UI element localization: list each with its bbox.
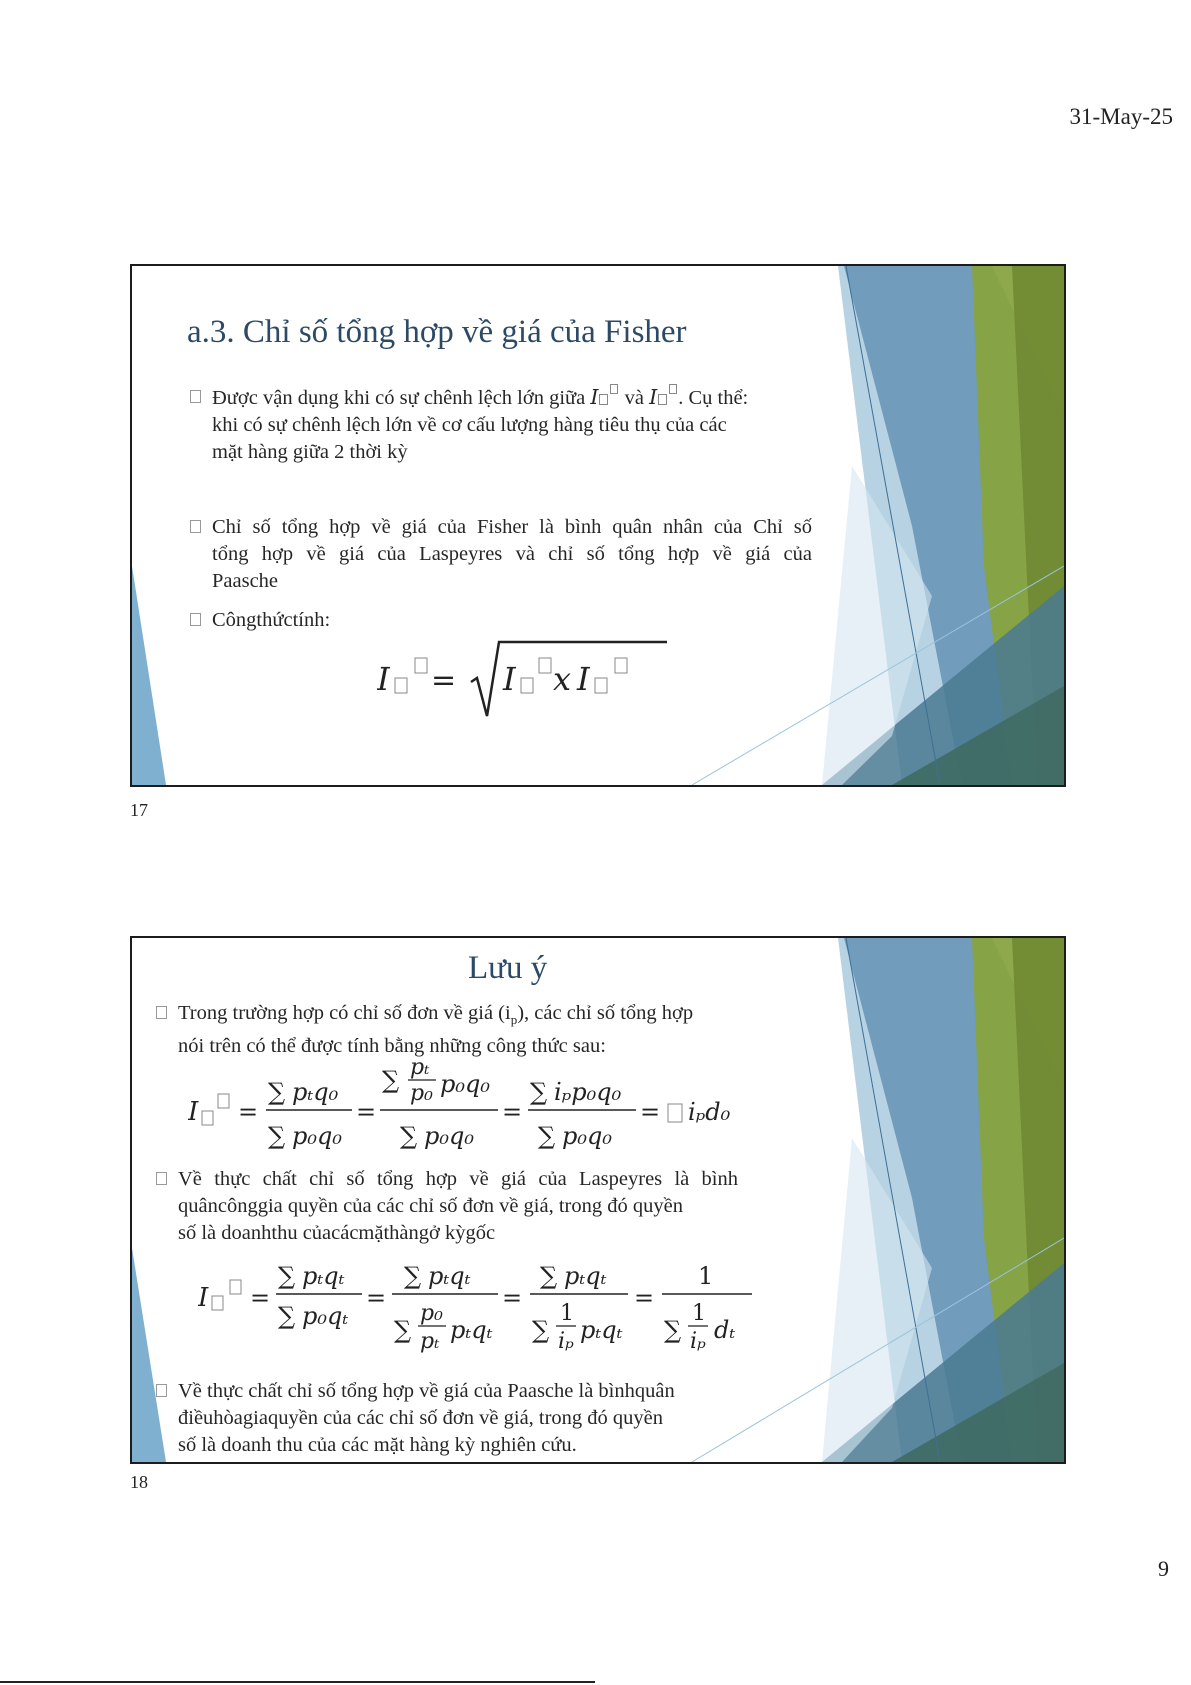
slide-17-title: a.3. Chỉ số tổng hợp về giá của Fisher: [187, 314, 687, 350]
f3-denominator: p₀q₀: [562, 1122, 612, 1150]
sigma: ∑: [268, 1078, 286, 1106]
page-date: 31-May-25: [1069, 104, 1173, 129]
formula-equals: =: [502, 1098, 523, 1126]
f3-inner-denominator: iₚ: [558, 1329, 574, 1354]
missing-glyph-box: [599, 394, 608, 405]
formula-x: x: [553, 660, 572, 698]
page-number: 9: [1158, 1556, 1169, 1581]
slide-17: [130, 264, 1066, 787]
formula-equals: =: [366, 1284, 387, 1312]
bottom-rule: [0, 1681, 595, 1683]
slide-17-bullet-3: Côngthứctính:: [212, 607, 512, 634]
f2-numerator-rest: p₀q₀: [440, 1070, 490, 1098]
slide-17-bullet-1: Được vận dụng khi có sự chênh lệch lớn giữa I và I . Cụ thể: khi có sự chênh lệch lớn về cơ cấu lượng hàng tiêu thụ của các mặt hàng giữa 2 thời kỳ: [212, 384, 812, 466]
missing-glyph-box: [539, 658, 551, 673]
f2-denominator-rest: pₜqₜ: [450, 1316, 493, 1344]
formula-i: I: [198, 1283, 209, 1313]
missing-glyph-box: [610, 384, 618, 394]
sigma: ∑: [278, 1302, 296, 1330]
missing-glyph-box: [415, 658, 427, 673]
price-index-formula-2: [198, 1254, 768, 1365]
formula-equals: =: [634, 1284, 655, 1312]
missing-glyph-box: [395, 678, 407, 693]
slide-18: [130, 936, 1066, 1464]
f3-denominator-rest: pₜqₜ: [580, 1316, 623, 1344]
missing-glyph-box: [658, 394, 667, 405]
formula-equals: =: [502, 1284, 523, 1312]
sigma: ∑: [664, 1316, 682, 1344]
slide-18-bullet-2: Về thực chất chỉ số tổng hợp về giá của Laspeyres là bình quâncônggia quyền của các chỉ số đơn về giá, trong đó quyền số là doanhthu củacácmặthàngở kỳgốc: [178, 1166, 738, 1247]
f2-inner-numerator: pₜ: [410, 1055, 430, 1080]
bullet-marker: [190, 613, 201, 626]
missing-glyph-box: [521, 678, 533, 693]
fisher-formula-svg: [377, 634, 667, 722]
sigma: ∑: [404, 1262, 422, 1290]
missing-glyph-box: [669, 384, 677, 394]
fisher-formula: [377, 634, 667, 727]
f3-numerator: iₚp₀q₀: [554, 1078, 622, 1106]
f3-inner-numerator: 1: [560, 1301, 574, 1326]
slide-18-number: 18: [130, 1472, 148, 1492]
f1-numerator: pₜqₜ: [302, 1262, 345, 1290]
bullet-marker: [190, 520, 201, 533]
sigma: ∑: [394, 1316, 412, 1344]
bullet-marker: [156, 1006, 167, 1019]
slide-18-bullet-1: Trong trường hợp có chỉ số đơn về giá $(i_p)$, các chỉ số tổng hợp nói trên có thể được tính bằng những công thức sau:: [178, 1000, 818, 1060]
formula-equals: =: [238, 1098, 259, 1126]
price-index-formula-1: [188, 1054, 808, 1169]
sigma: ∑: [540, 1262, 558, 1290]
missing-glyph-box: [212, 1296, 223, 1310]
formula-i: I: [377, 660, 390, 698]
slide-17-bullet-2: Chỉ số tổng hợp về giá của Fisher là bình quân nhân của Chỉ số tổng hợp về giá của Laspeyres và chỉ số tổng hợp về giá của Paasche: [212, 514, 812, 595]
sigma: ∑: [530, 1078, 548, 1106]
f1-denominator: p₀qₜ: [302, 1302, 349, 1330]
formula-i-laspeyres: I: [503, 660, 516, 698]
bullet-marker: [190, 390, 201, 403]
sigma: ∑: [532, 1316, 550, 1344]
bullet-marker: [156, 1172, 167, 1185]
f3-numerator: pₜqₜ: [564, 1262, 607, 1290]
missing-glyph-box: [230, 1280, 241, 1294]
f4-inner-numerator: 1: [692, 1301, 706, 1326]
f4-numerator: 1: [698, 1262, 714, 1290]
missing-glyph-box: [202, 1111, 213, 1125]
f2-inner-denominator: p₀: [410, 1081, 433, 1106]
slide-18-bullet-3: Về thực chất chỉ số tổng hợp về giá của Paasche là bìnhquân điềuhòagiaquyền của các chỉ số đơn về giá, trong đó quyền số là doanh thu của các mặt hàng kỳ nghiên cứu.: [178, 1378, 778, 1459]
f2-denominator: p₀q₀: [424, 1122, 474, 1150]
bullet-marker: [156, 1384, 167, 1397]
f2-inner-denominator: pₜ: [420, 1329, 440, 1354]
sigma: ∑: [278, 1262, 296, 1290]
f2-inner-numerator: p₀: [420, 1301, 443, 1326]
slide-17-number: 17: [130, 800, 148, 820]
formula-equals: =: [431, 663, 457, 698]
missing-glyph-box: [595, 678, 607, 693]
missing-glyph-box: [615, 658, 627, 673]
sigma: ∑: [400, 1122, 418, 1150]
f2-numerator: pₜqₜ: [428, 1262, 471, 1290]
sigma: ∑: [268, 1122, 286, 1150]
slide-18-title: Lưu ý: [468, 950, 548, 986]
missing-glyph-box: [668, 1104, 682, 1122]
f4-denominator-rest: dₜ: [714, 1316, 736, 1344]
sigma: ∑: [538, 1122, 556, 1150]
formula-equals: =: [250, 1284, 271, 1312]
f4-inner-denominator: iₚ: [690, 1329, 706, 1354]
missing-glyph-box: [218, 1094, 229, 1108]
formula-equals: =: [640, 1098, 661, 1126]
formula-i-paasche: I: [577, 660, 590, 698]
f1-numerator: pₜq₀: [292, 1078, 339, 1106]
formula-equals: =: [356, 1098, 377, 1126]
formula-i: I: [188, 1097, 199, 1127]
sigma: ∑: [382, 1066, 400, 1094]
f1-denominator: p₀q₀: [292, 1122, 342, 1150]
formula-tail: iₚd₀: [688, 1098, 731, 1126]
